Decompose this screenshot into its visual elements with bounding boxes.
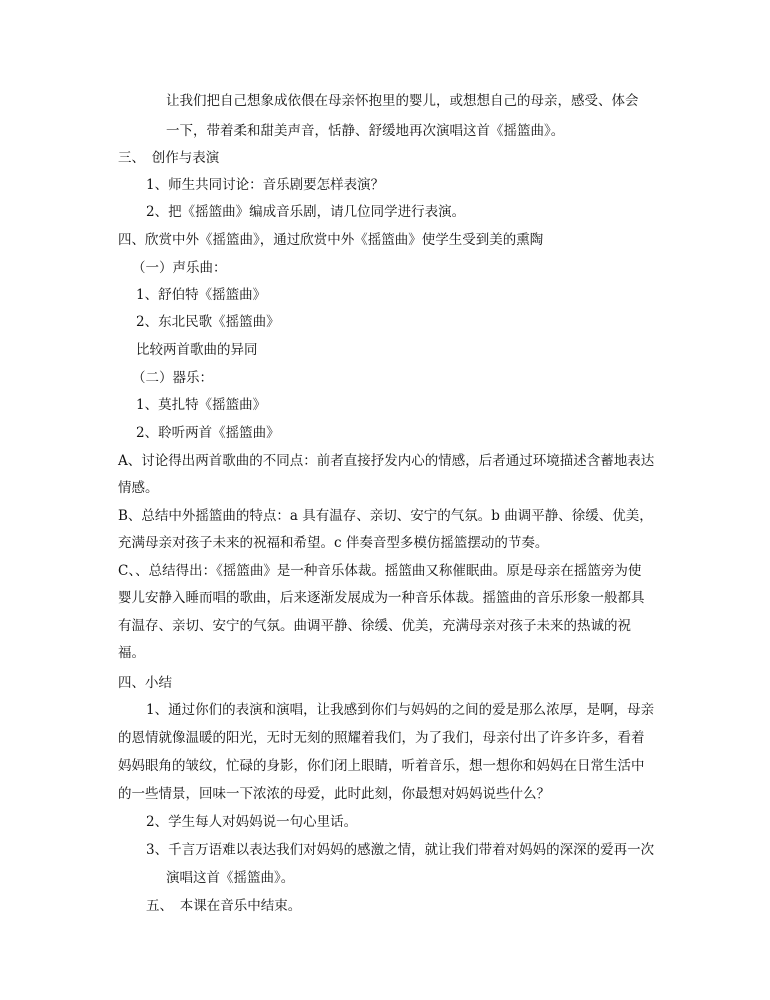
- text-line: 2、东北民歌《摇篮曲》: [136, 314, 280, 330]
- text-line: （二）器乐：: [132, 370, 213, 386]
- section-heading: 五、 本课在音乐中结束。: [146, 898, 302, 914]
- section-heading: 三、 创作与表演: [118, 150, 220, 166]
- text-line: 1、舒伯特《摇篮曲》: [136, 287, 267, 303]
- section-heading: 四、小结: [118, 675, 172, 691]
- text-line: 2、学生每人对妈妈说一句心里话。: [146, 814, 358, 830]
- text-line: 1、师生共同讨论：音乐剧要怎样表演？: [146, 177, 385, 193]
- text-line: B、总结中外摇篮曲的特点：a 具有温存、亲切、安宁的气氛。b 曲调平静、徐缓、优美，: [118, 508, 653, 524]
- text-line: 比较两首歌曲的异同: [136, 342, 258, 358]
- text-line: 3、千言万语难以表达我们对妈妈的感激之情，就让我们带着对妈妈的深深的爱再一次: [146, 842, 655, 858]
- text-line: 1、通过你们的表演和演唱，让我感到你们与妈妈的之间的爱是那么浓厚，是啊，母亲: [146, 702, 655, 718]
- text-line: 2、聆听两首《摇篮曲》: [136, 425, 280, 441]
- text-line: 的一些情景，回味一下浓浓的母爱，此时此刻，你最想对妈妈说些什么？: [118, 786, 550, 802]
- section-heading: 四、欣赏中外《摇篮曲》，通过欣赏中外《摇篮曲》使学生受到美的熏陶: [118, 232, 544, 248]
- text-line: 的恩情就像温暖的阳光，无时无刻的照耀着我们，为了我们，母亲付出了许多许多，看着: [118, 730, 645, 746]
- text-line: 演唱这首《摇篮曲》。: [166, 870, 295, 886]
- text-line: 情感。: [118, 480, 159, 496]
- text-line: 婴儿安静入睡而唱的歌曲，后来逐渐发展成为一种音乐体裁。摇篮曲的音乐形象一般都具: [118, 590, 645, 606]
- text-line: C、、总结得出：《摇篮曲》是一种音乐体裁。摇篮曲又称催眠曲。原是母亲在摇篮旁为使: [118, 563, 642, 579]
- text-line: 1、莫扎特《摇篮曲》: [136, 397, 267, 413]
- text-line: 充满母亲对孩子未来的祝福和希望。c 伴奏音型多模仿摇篮摆动的节奏。: [118, 535, 549, 551]
- text-line: 妈妈眼角的皱纹，忙碌的身影，你们闭上眼睛，听着音乐，想一想你和妈妈在日常生活中: [118, 758, 645, 774]
- text-line: 福。: [118, 645, 145, 661]
- text-line: 让我们把自己想象成依偎在母亲怀抱里的婴儿，或想想自己的母亲，感受、体会: [166, 93, 639, 109]
- text-line: 有温存、亲切、安宁的气氛。曲调平静、徐缓、优美，充满母亲对孩子未来的热诚的祝: [118, 618, 631, 634]
- text-line: 一下，带着柔和甜美声音，恬静、舒缓地再次演唱这首《摇篮曲》。: [166, 123, 565, 139]
- text-line: A、讨论得出两首歌曲的不同点：前者直接抒发内心的情感，后者通过环境描述含蓄地表达: [118, 453, 655, 469]
- text-line: 2、把《摇篮曲》编成音乐剧，请几位同学进行表演。: [146, 204, 466, 220]
- text-line: （一）声乐曲：: [132, 260, 227, 276]
